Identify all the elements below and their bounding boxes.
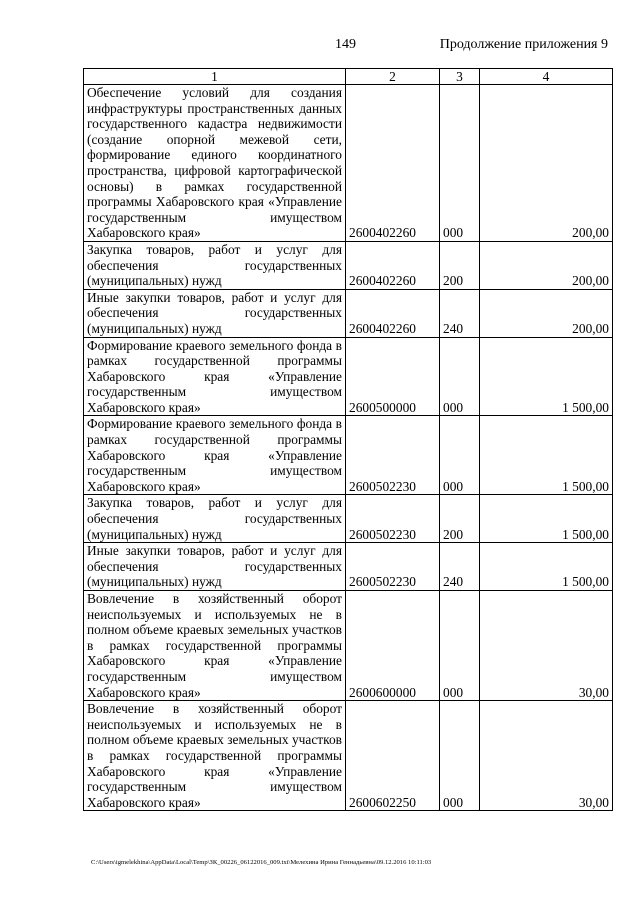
table-row [84,543,613,591]
row-sum: 1 500,00 [480,337,613,416]
row-code: 2600402260 [346,289,440,337]
row-sum: 30,00 [480,701,613,811]
table-row [84,495,613,543]
row-code: 2600600000 [346,591,440,701]
row-code: 2600502230 [346,416,440,495]
row-name: Вовлечение в хозяйственный оборот неиспользуемых и используемых не в полном объеме краевых земельных участков в рамках государственной программы Хабаровского края «Управление государственным имуществом Хабаровского края» [84,591,346,701]
row-sum: 1 500,00 [480,416,613,495]
row-name: Формирование краевого земельного фонда в рамках государственной программы Хабаровского края «Управление государственным имуществом Хабаровского края» [84,416,346,495]
row-name: Обеспечение условий для создания инфраструктуры пространственных данных государственного кадастра недвижимости (создание опорной межевой сети, формирование единого координатного пространства, цифровой картографической основы) в рамках государственной программы Хабаровского края «Управление государственным имуществом Хабаровского края» [84,85,346,242]
table-row [84,591,613,701]
row-type: 000 [440,416,480,495]
row-name: Закупка товаров, работ и услуг для обеспечения государственных (муниципальных) нужд [84,241,346,289]
row-code: 2600402260 [346,85,440,242]
row-name: Закупка товаров, работ и услуг для обеспечения государственных (муниципальных) нужд [84,495,346,543]
page-number: 149 [335,37,356,52]
row-name: Вовлечение в хозяйственный оборот неиспользуемых и используемых не в полном объеме краевых земельных участков в рамках государственной программы Хабаровского края «Управление государственным имуществом Хабаровского края» [84,701,346,811]
row-sum: 200,00 [480,289,613,337]
row-name: Иные закупки товаров, работ и услуг для обеспечения государственных (муниципальных) нужд [84,289,346,337]
table-row [84,85,613,242]
row-type: 000 [440,701,480,811]
continuation-title: Продолжение приложения 9 [439,37,608,52]
row-code: 2600502230 [346,543,440,591]
row-code: 2600602250 [346,701,440,811]
row-type: 240 [440,289,480,337]
budget-table [83,68,613,811]
row-code: 2600500000 [346,337,440,416]
row-type: 000 [440,337,480,416]
row-type: 200 [440,241,480,289]
row-type: 200 [440,495,480,543]
column-header: 4 [480,69,613,85]
row-sum: 1 500,00 [480,543,613,591]
column-header: 2 [346,69,440,85]
row-code: 2600402260 [346,241,440,289]
column-header: 1 [84,69,346,85]
table-row [84,416,613,495]
row-sum: 200,00 [480,241,613,289]
table-row [84,289,613,337]
column-header: 3 [440,69,480,85]
row-name: Формирование краевого земельного фонда в рамках государственной программы Хабаровского края «Управление государственным имуществом Хабаровского края» [84,337,346,416]
row-code: 2600502230 [346,495,440,543]
footer-file-path: C:\Users\igmelekhina\AppData\Local\Temp\ЗК_00226_06122016_009.txt\Мелехина Ирина Геннадьевна\09.12.2016 10:11:03 [91,859,432,866]
row-type: 240 [440,543,480,591]
row-type: 000 [440,85,480,242]
row-type: 000 [440,591,480,701]
row-sum: 30,00 [480,591,613,701]
table-row [84,241,613,289]
table-row [84,701,613,811]
row-sum: 200,00 [480,85,613,242]
table-row [84,337,613,416]
row-name: Иные закупки товаров, работ и услуг для обеспечения государственных (муниципальных) нужд [84,543,346,591]
row-sum: 1 500,00 [480,495,613,543]
table-header-row [84,69,613,85]
